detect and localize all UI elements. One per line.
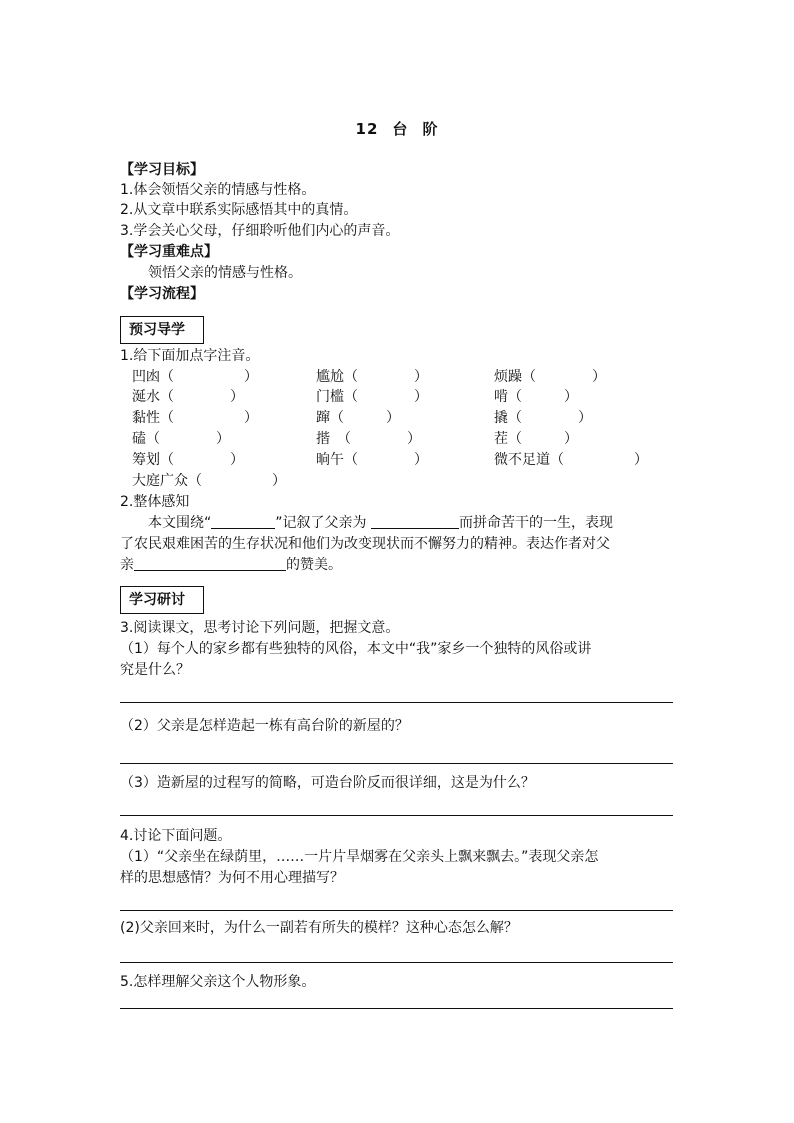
answer-line[interactable] <box>120 702 673 703</box>
question-4: 4.讨论下面问题。 <box>120 828 232 844</box>
pinyin-item: 大庭广众（ ） <box>132 473 286 489</box>
pinyin-item: 尴尬（ ） <box>316 369 428 385</box>
pinyin-item: 筹划（ ） <box>132 452 244 468</box>
pinyin-item: 微不足道（ ） <box>494 452 648 468</box>
question-3-3: （3）造新屋的过程写的简略，可造台阶反而很详细，这是为什么？ <box>120 775 535 791</box>
question-3: 3.阅读课文，思考讨论下列问题，把握文意。 <box>120 620 400 636</box>
answer-blank[interactable] <box>371 514 459 529</box>
objective-item: 2.从文章中联系实际感悟其中的真情。 <box>120 202 358 218</box>
pinyin-item: 撬（ ） <box>494 410 592 426</box>
pinyin-item: 烦躁（ ） <box>494 369 606 385</box>
question-3-1: （1）每个人的家乡都有些独特的风俗，本文中“我”家乡一个独特的风俗或讲 <box>120 641 592 657</box>
pinyin-item: 涎水（ ） <box>132 389 244 405</box>
answer-blank[interactable] <box>134 556 286 571</box>
pinyin-item: 蹿（ ） <box>316 410 400 426</box>
answer-line[interactable] <box>120 763 673 764</box>
question-4-1: （1）“父亲坐在绿荫里，……一片片旱烟雾在父亲头上飘来飘去。”表现父亲怎 <box>120 849 599 865</box>
objective-item: 1.体会领悟父亲的情感与性格。 <box>120 182 316 198</box>
answer-blank[interactable] <box>211 514 275 529</box>
answer-line[interactable] <box>120 910 673 911</box>
pinyin-item: 茬（ ） <box>494 431 578 447</box>
pinyin-item: 黏性（ ） <box>132 410 258 426</box>
objective-item: 3.学会关心父母，仔细聆听他们内心的声音。 <box>120 223 400 239</box>
answer-line[interactable] <box>120 815 673 816</box>
summary-line-3: 亲 的赞美。 <box>120 557 342 573</box>
question-2: 2.整体感知 <box>120 494 190 510</box>
question-5: 5.怎样理解父亲这个人物形象。 <box>120 974 316 990</box>
pinyin-item: 揩 （ ） <box>316 431 421 447</box>
process-heading: 【学习流程】 <box>120 286 204 302</box>
discussion-section-label: 学习研讨 <box>120 586 204 614</box>
page-title: 12 台 阶 <box>355 120 439 138</box>
pinyin-item: 啃（ ） <box>494 389 578 405</box>
question-3-1-cont: 究是什么？ <box>120 662 190 678</box>
pinyin-item: 磕（ ） <box>132 431 230 447</box>
pinyin-item: 凹凼（ ） <box>132 369 258 385</box>
objectives-heading: 【学习目标】 <box>120 162 204 178</box>
answer-line[interactable] <box>120 962 673 963</box>
question-4-1-cont: 样的思想感情？为何不用心理描写？ <box>120 870 344 886</box>
summary-line-1: 本文围绕“ ”记叙了父亲为 而拼命苦干的一生，表现 <box>148 515 613 531</box>
pinyin-item: 晌午（ ） <box>316 452 428 468</box>
question-3-2: （2）父亲是怎样造起一栋有高台阶的新屋的？ <box>120 718 409 734</box>
question-1: 1.给下面加点字注音。 <box>120 348 260 364</box>
pinyin-item: 门槛（ ） <box>316 389 428 405</box>
summary-line-2: 了农民艰难困苦的生存状况和他们为改变现状而不懈努力的精神。表达作者对父 <box>120 536 610 552</box>
question-4-2: (2)父亲回来时，为什么一副若有所失的模样？这种心态怎么解？ <box>120 920 518 936</box>
key-points-text: 领悟父亲的情感与性格。 <box>148 265 302 281</box>
preview-section-label: 预习导学 <box>120 316 204 344</box>
answer-line[interactable] <box>120 1008 673 1009</box>
key-points-heading: 【学习重难点】 <box>120 244 218 260</box>
